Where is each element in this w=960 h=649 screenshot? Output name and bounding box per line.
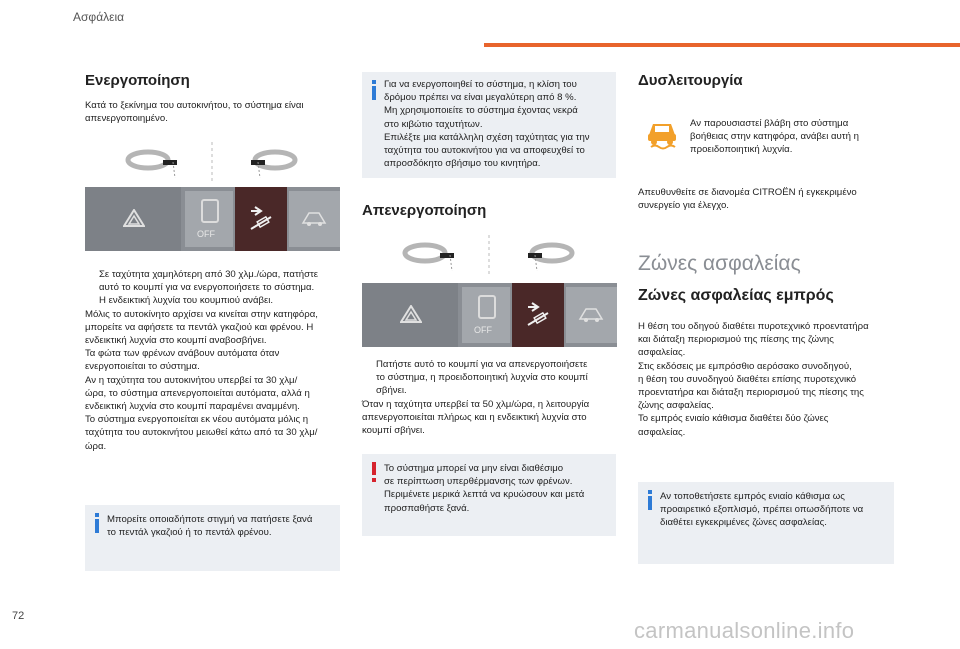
text-line: Όταν η ταχύτητα υπερβεί τα 50 χλμ/ώρα, η λειτουργία	[362, 398, 590, 410]
front-seat-belts-title: Ζώνες ασφαλείας εμπρός	[638, 287, 834, 304]
text-line: Η θέση του οδηγού διαθέτει πυροτεχνικό προεντατήρα	[638, 321, 869, 332]
dashboard-illustration	[362, 233, 617, 278]
bullet-icon	[85, 268, 99, 308]
text-line: Το εμπρός ενιαίο κάθισμα διαθέτει δύο ζώνες	[638, 413, 829, 425]
text-line: κουμπί σβήνει.	[362, 425, 425, 437]
text-line: Περιμένετε μερικά λεπτά να κρυώσουν και μετά	[384, 489, 585, 501]
text-line: απενεργοποιημένο.	[85, 113, 168, 125]
info-note	[362, 72, 616, 178]
text-line: Απευθυνθείτε σε διανομέα CITROËN ή εγκεκριμένο	[638, 187, 857, 198]
text-line: προαιρετικό εξοπλισμό, πρέπει οπωσδήποτε να	[660, 504, 864, 516]
front-seat-belts-body	[638, 320, 903, 439]
dashboard-illustration	[85, 140, 340, 185]
grip-control-button[interactable]	[289, 191, 340, 247]
text-line: σβήνει.	[376, 385, 407, 397]
text-line: αυτό το κουμπί για να ενεργοποιήσετε το σύστημα.	[99, 282, 315, 294]
hill-descent-button[interactable]	[235, 187, 287, 251]
text-line: Μπορείτε οποιαδήποτε στιγμή να πατήσετε ξανά	[107, 514, 313, 525]
button-panel	[362, 283, 617, 347]
text-line: μπορείτε να αφήσετε τα πεντάλ γκαζιού και φρένου. Η	[85, 321, 314, 333]
text-line: Επιλέξτε μια κατάλληλη σχέση ταχύτητας για την	[384, 131, 590, 143]
warning-icon	[368, 462, 380, 482]
text-line: διαθέτει εγκεκριμένες ζώνες ασφαλείας.	[660, 517, 827, 529]
text-line: Αν παρουσιαστεί βλάβη στο σύστημα	[690, 118, 849, 129]
info-icon	[368, 80, 380, 100]
text-line: Για να ενεργοποιηθεί το σύστημα, η κλίση του	[384, 79, 577, 90]
off-label: OFF	[474, 325, 492, 335]
text-line: στο κιβώτιο ταχυτήτων.	[384, 118, 483, 130]
text-line: απροσδόκητο σβήσιμο του κινητήρα.	[384, 158, 541, 170]
hazard-button[interactable]	[362, 283, 458, 347]
text-line: σε περίπτωση υπερθέρμανσης των φρένων.	[384, 476, 573, 488]
watermark[interactable]: carmanualsonline.info	[634, 618, 855, 643]
text-line: προεντατήρα και διάταξη περιορισμού της πίεσης της	[638, 387, 864, 399]
hill-descent-button[interactable]	[512, 283, 564, 347]
esc-off-button[interactable]	[185, 191, 233, 247]
info-note	[638, 482, 894, 564]
text-line: Μόλις το αυτοκίνητο αρχίσει να κινείται στην κατηφόρα,	[85, 308, 318, 320]
text-line: ενδεικτική λυχνία στο κουμπί παραμένει αναμμένη.	[85, 401, 300, 413]
text-line: ώρα, το σύστημα απενεργοποιείται αυτόματα, αλλά η	[85, 387, 310, 399]
malfunction-title: Δυσλειτουργία	[638, 72, 743, 89]
off-label: OFF	[197, 229, 215, 239]
seat-belts-title: Ζώνες ασφαλείας	[638, 252, 801, 275]
text-line: βοήθειας στην κατηφόρα, ανάβει αυτή η	[690, 131, 859, 143]
text-line: Αν η ταχύτητα του αυτοκινήτου υπερβεί τα 30 χλμ/	[85, 374, 298, 386]
bullet-instruction	[362, 358, 620, 398]
text-line: Πατήστε αυτό το κουμπί για να απενεργοποιήσετε	[376, 359, 588, 370]
text-line: ασφαλείας.	[638, 426, 686, 438]
text-line: η θέση του συνοδηγού διαθέτει επίσης πυροτεχνικό	[638, 373, 857, 385]
page-number: 72	[12, 610, 25, 622]
text-line: δρόμου πρέπει να είναι μεγαλύτερη από 8 %.	[384, 92, 577, 104]
text-line: ζώνης ασφαλείας.	[638, 400, 714, 412]
text-line: Μη χρησιμοποιείτε το σύστημα έχοντας νεκρά	[384, 105, 578, 117]
hazard-icon	[400, 305, 422, 323]
info-note	[85, 505, 340, 571]
info-icon	[644, 490, 656, 510]
button-panel	[85, 187, 340, 251]
deactivation-body	[362, 358, 620, 437]
esc-icon	[201, 199, 219, 223]
text-line: και διάταξη περιορισμού της πίεσης της ζώνης	[638, 334, 834, 346]
bullet-icon	[362, 358, 376, 398]
text-line: προσπαθήστε ξανά.	[384, 502, 470, 514]
text-line: το πεντάλ γκαζιού ή το πεντάλ φρένου.	[107, 527, 272, 539]
activation-body	[85, 268, 343, 453]
malfunction-contact	[638, 186, 898, 212]
skid-warning-icon	[644, 115, 680, 151]
text-line: το σύστημα, η προειδοποιητική λυχνία στο κουμπί	[376, 372, 588, 384]
deactivation-title: Απενεργοποίηση	[362, 202, 487, 219]
text-line: ταχύτητα του αυτοκινήτου μειωθεί κάτω από τα 30 χλμ/	[85, 427, 318, 439]
car-terrain-icon	[578, 305, 604, 323]
text-line: Το σύστημα ενεργοποιείται εκ νέου αυτόματα μόλις η	[85, 414, 309, 426]
warning-note	[362, 454, 616, 536]
car-terrain-icon	[301, 209, 327, 227]
hill-descent-icon	[524, 299, 552, 329]
text-line: Αν τοποθετήσετε εμπρός ενιαίο κάθισμα ως	[660, 491, 845, 502]
esc-off-button[interactable]	[462, 287, 510, 343]
steering-wheel-icon	[405, 245, 454, 271]
steering-wheel-icon	[528, 245, 572, 271]
text-line: Η ενδεικτική λυχνία του κουμπιού ανάβει.	[99, 295, 274, 307]
text-line: προειδοποιητική λυχνία.	[690, 144, 793, 156]
steering-wheel-icon	[251, 152, 295, 178]
text-line: ενδεικτική λυχνία στο κουμπί αναβοσβήνει.	[85, 335, 267, 347]
grip-control-button[interactable]	[566, 287, 617, 343]
activation-intro	[85, 99, 335, 125]
esc-icon	[478, 295, 496, 319]
header-section-title: Ασφάλεια	[73, 10, 125, 24]
text-line: ενεργοποιείται το σύστημα.	[85, 361, 200, 373]
info-icon	[91, 513, 103, 533]
malfunction-description	[690, 117, 890, 157]
hazard-icon	[123, 209, 145, 227]
activation-title: Ενεργοποίηση	[85, 72, 190, 89]
steering-wheel-icon	[128, 152, 177, 178]
text-line: Κατά το ξεκίνημα του αυτοκινήτου, το σύστημα είναι	[85, 100, 304, 111]
text-line: Το σύστημα μπορεί να μην είναι διαθέσιμο	[384, 463, 564, 474]
text-line: ταχύτητα του αυτοκινήτου για να αποφευχθεί το	[384, 145, 585, 157]
text-line: Σε ταχύτητα χαμηλότερη από 30 χλμ./ώρα, πατήστε	[99, 269, 319, 280]
text-line: ασφαλείας.	[638, 347, 686, 359]
header-accent-bar	[484, 43, 960, 47]
text-line: ώρα.	[85, 440, 107, 452]
text-line: Στις εκδόσεις με εμπρόσθιο αερόσακο συνοδηγού,	[638, 360, 852, 372]
text-line: συνεργείο για έλεγχο.	[638, 200, 729, 212]
text-line: απενεργοποιείται πλήρως και η ενδεικτική λυχνία στο	[362, 411, 587, 423]
hazard-button[interactable]	[85, 187, 181, 251]
bullet-instruction	[85, 268, 343, 308]
hill-descent-icon	[247, 203, 275, 233]
text-line: Τα φώτα των φρένων ανάβουν αυτόματα όταν	[85, 348, 280, 360]
